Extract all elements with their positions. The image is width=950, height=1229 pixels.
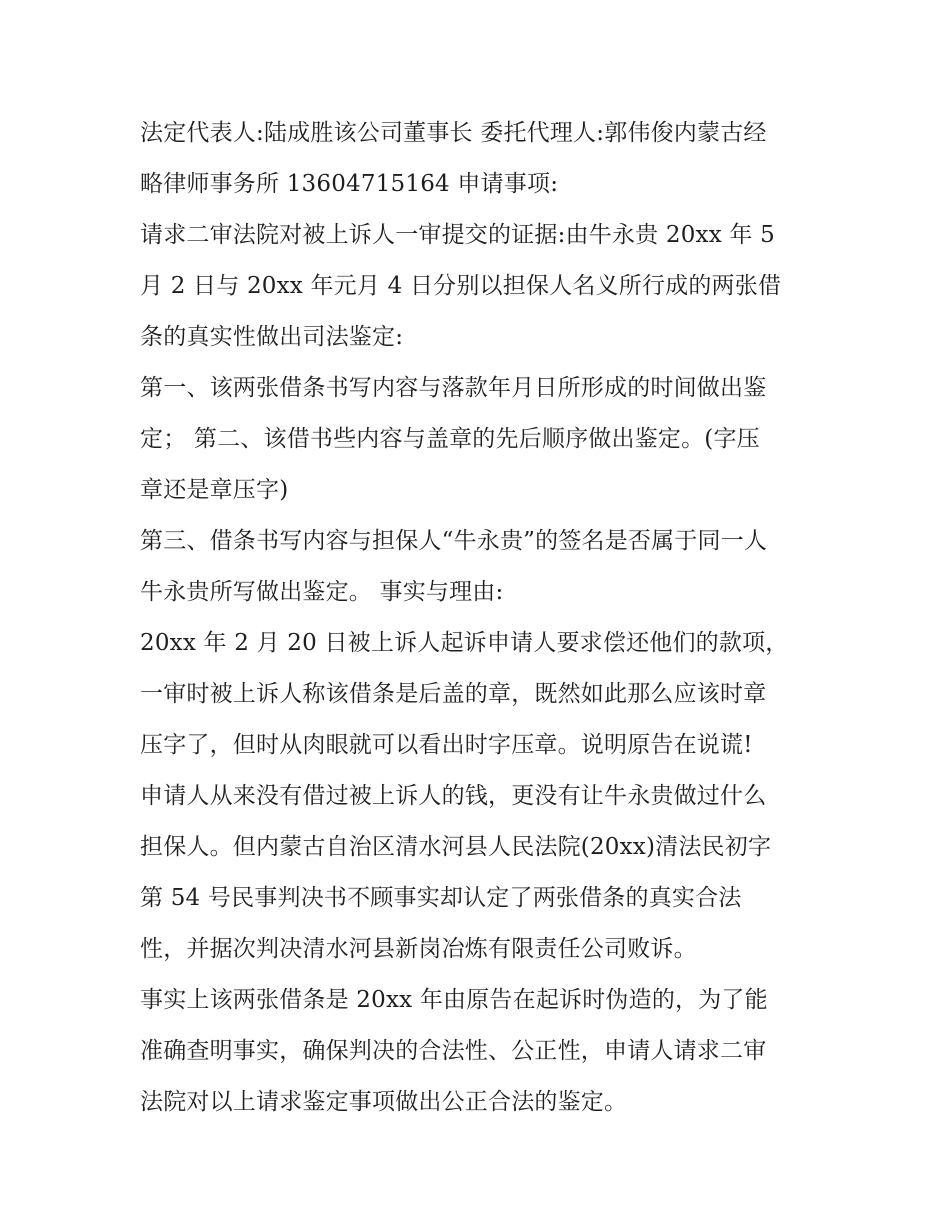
text-line: 准确查明事实，确保判决的合法性、公正性，申请人请求二审: [140, 1038, 767, 1064]
text-line: 略律师事务所 13604715164 申请事项:: [140, 171, 559, 197]
text-line: 担保人。但内蒙古自治区清水河县人民法院(20xx)清法民初字: [140, 834, 772, 860]
text-line: 事实上该两张借条是 20xx 年由原告在起诉时伪造的，为了能: [140, 987, 768, 1013]
text-line: 请求二审法院对被上诉人一审提交的证据:由牛永贵 20xx 年 5: [140, 222, 775, 248]
text-line: 月 2 日与 20xx 年元月 4 日分别以担保人名义所行成的两张借: [140, 273, 782, 299]
text-line: 第一、该两张借条书写内容与落款年月日所形成的时间做出鉴: [140, 375, 767, 401]
text-line: 第 54 号民事判决书不顾事实却认定了两张借条的真实合法: [140, 885, 742, 911]
text-line: 章还是章压字): [140, 477, 289, 503]
text-line: 定； 第二、该借书些内容与盖章的先后顺序做出鉴定。(字压: [140, 426, 760, 452]
text-line: 一审时被上诉人称该借条是后盖的章，既然如此那么应该时章: [140, 681, 767, 707]
text-line: 第三、借条书写内容与担保人“牛永贵”的签名是否属于同一人: [140, 528, 768, 554]
text-line: 压字了，但时从肉眼就可以看出时字压章。说明原告在说谎!: [140, 732, 753, 758]
document-body: [140, 108, 820, 1128]
text-line: 法定代表人:陆成胜该公司董事长 委托代理人:郭伟俊内蒙古经: [140, 120, 767, 146]
text-line: 条的真实性做出司法鉴定:: [140, 324, 404, 350]
text-line: 法院对以上请求鉴定事项做出公正合法的鉴定。: [140, 1089, 628, 1115]
text-line: 牛永贵所写做出鉴定。 事实与理由:: [140, 579, 504, 605]
text-line: 20xx 年 2 月 20 日被上诉人起诉申请人要求偿还他们的款项，: [140, 630, 789, 656]
text-line: 申请人从来没有借过被上诉人的钱，更没有让牛永贵做过什么: [140, 783, 767, 809]
text-line: 性，并据次判决清水河县新岗冶炼有限责任公司败诉。: [140, 936, 697, 962]
